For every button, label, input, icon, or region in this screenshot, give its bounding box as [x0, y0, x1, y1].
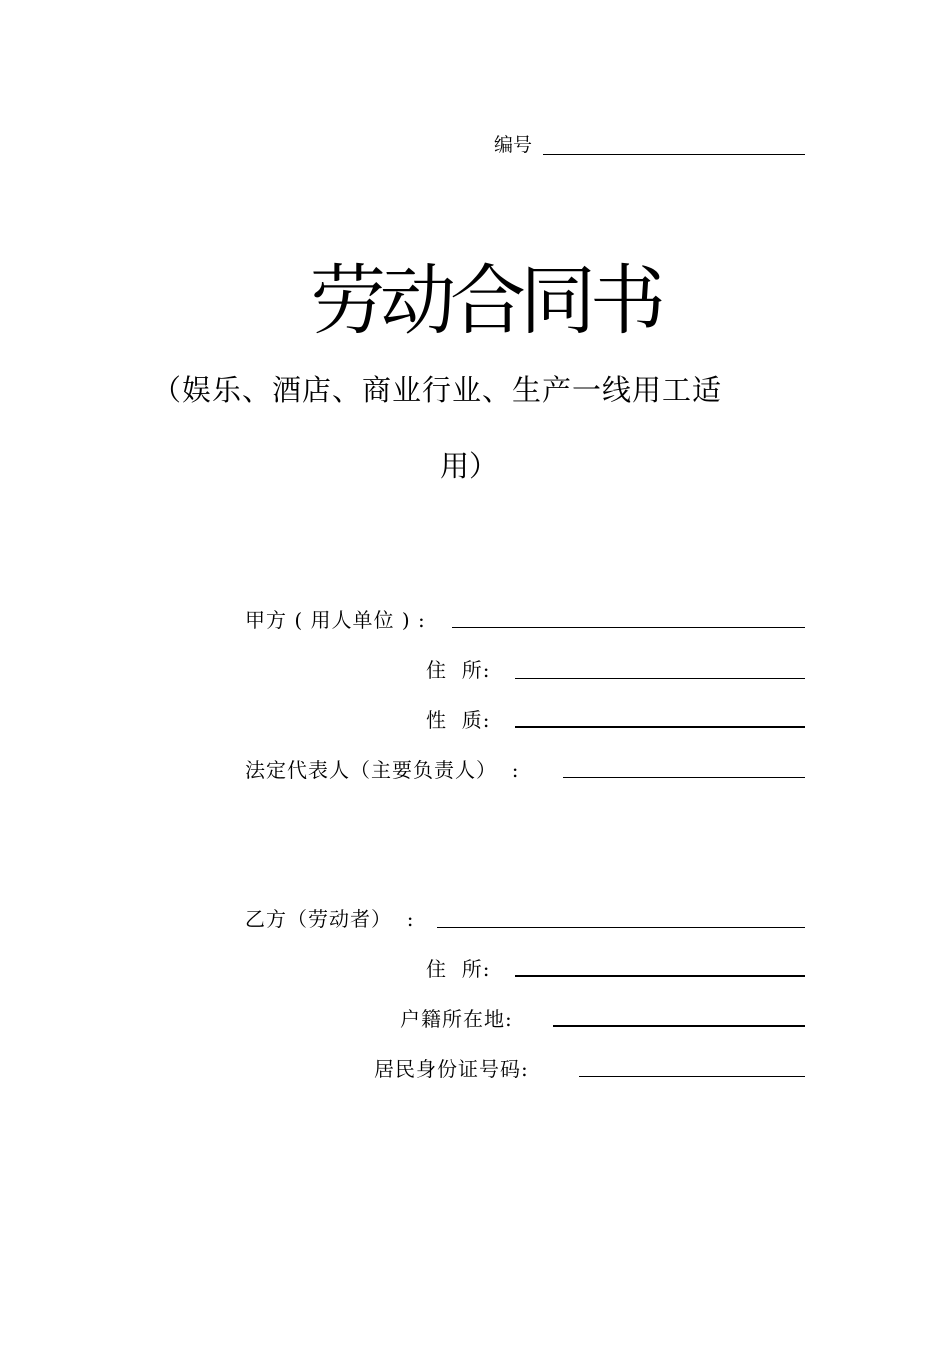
- id-number-line: [579, 1076, 805, 1077]
- document-title: 劳动合同书: [310, 256, 660, 345]
- id-number-label: 居民身份证号码:: [374, 1057, 529, 1081]
- party-b-name-line: [437, 927, 805, 928]
- party-a-name-label: 甲方 ( 用人单位 ) :: [245, 608, 426, 632]
- party-a-name-line: [452, 627, 805, 628]
- household-registration-label: 户籍所在地:: [400, 1007, 513, 1031]
- serial-number-label: 编号: [494, 134, 533, 156]
- party-a-nature-line: [515, 726, 805, 728]
- party-b-address-label: 住 所:: [426, 957, 491, 981]
- serial-number-line: [543, 154, 805, 155]
- subtitle-line-1: （娱乐、酒店、商业行业、生产一线用工适: [152, 373, 723, 407]
- party-a-address-label: 住 所:: [426, 658, 491, 682]
- party-b-name-label: 乙方（劳动者） :: [245, 907, 415, 931]
- legal-representative-line: [563, 777, 805, 778]
- legal-representative-label: 法定代表人（主要负责人） :: [245, 758, 520, 782]
- household-registration-line: [553, 1025, 805, 1027]
- party-a-nature-label: 性 质:: [426, 708, 491, 732]
- party-a-address-line: [515, 678, 805, 679]
- subtitle-line-2: 用）: [440, 449, 499, 483]
- party-b-address-line: [515, 975, 805, 977]
